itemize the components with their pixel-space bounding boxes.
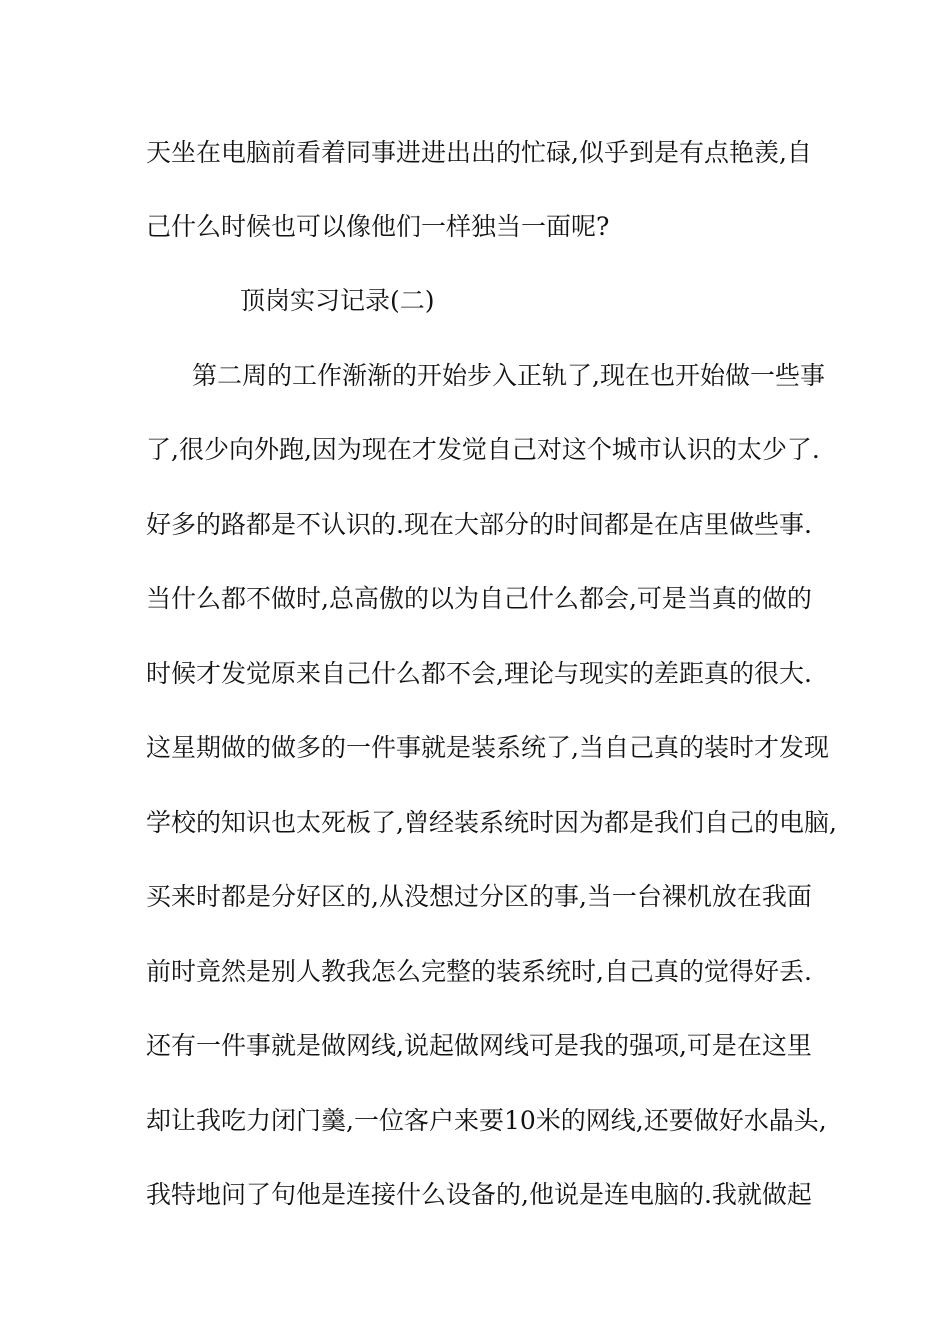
text-line: 好多的路都是不认识的.现在大部分的时间都是在店里做些事.: [146, 510, 812, 539]
section-title: 顶岗实习记录(二): [240, 286, 435, 315]
text-line: 了,很少向外跑,因为现在才发觉自己对这个城市认识的太少了.: [146, 435, 820, 464]
text-line: 这星期做的做多的一件事就是装系统了,当自己真的装时才发现: [146, 733, 829, 762]
text-line: 前时竟然是别人教我怎么完整的装系统时,自己真的觉得好丢.: [146, 957, 812, 986]
text-line: 买来时都是分好区的,从没想过分区的事,当一台裸机放在我面: [146, 882, 812, 911]
text-line: 第二周的工作渐渐的开始步入正轨了,现在也开始做一些事: [192, 361, 825, 390]
text-line: 时候才发觉原来自己什么都不会,理论与现实的差距真的很大.: [146, 659, 812, 688]
text-line: 当什么都不做时,总高傲的以为自己什么都会,可是当真的做的: [146, 584, 812, 613]
text-line: 还有一件事就是做网线,说起做网线可是我的强项,可是在这里: [146, 1031, 812, 1060]
text-line: 己什么时候也可以像他们一样独当一面呢?: [146, 212, 610, 241]
text-line: 天坐在电脑前看着同事进进出出的忙碌,似乎到是有点艳羡,自: [146, 138, 812, 167]
text-line: 我特地问了句他是连接什么设备的,他说是连电脑的.我就做起: [146, 1180, 812, 1209]
text-line: 学校的知识也太死板了,曾经装系统时因为都是我们自己的电脑,: [146, 808, 837, 837]
text-line: 却让我吃力闭门羹,一位客户来要10米的网线,还要做好水晶头,: [146, 1106, 827, 1135]
